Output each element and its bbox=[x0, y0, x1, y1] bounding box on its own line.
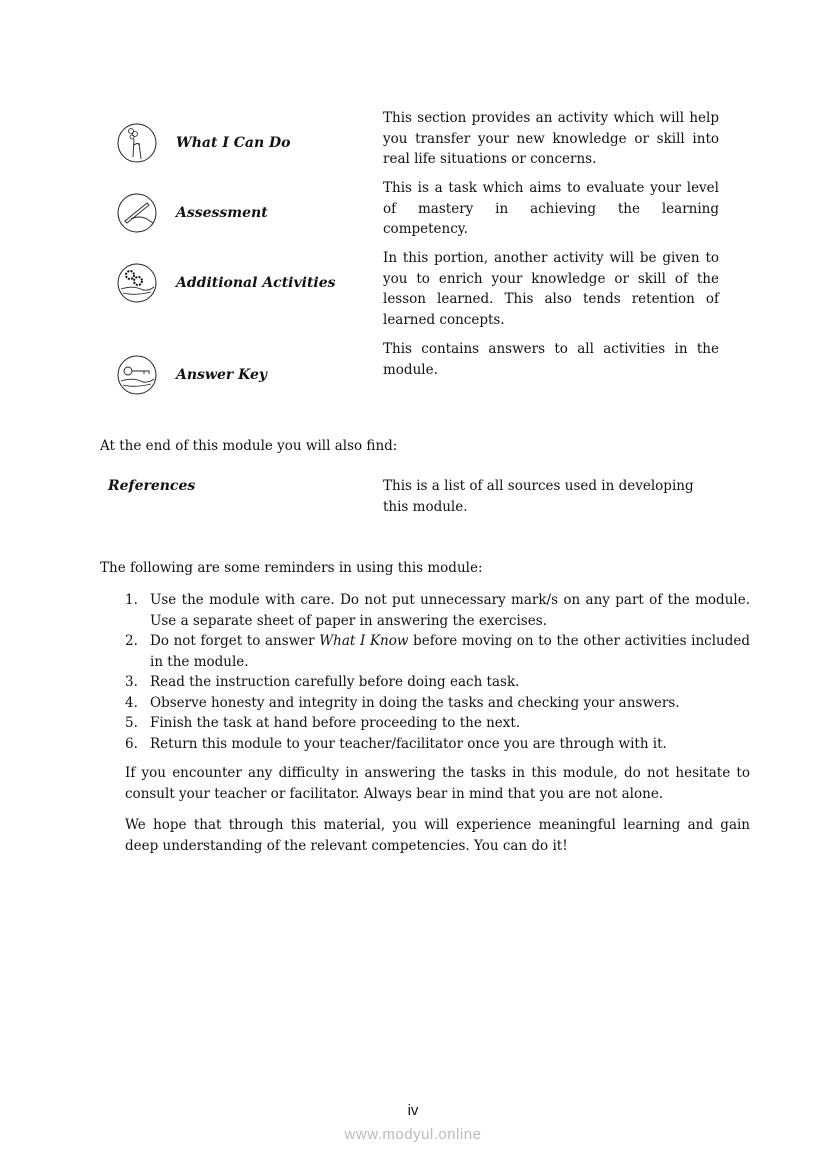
reminders-list bbox=[125, 590, 750, 754]
list-item bbox=[125, 734, 750, 755]
section-description: This section provides an activity which will help you transfer your new knowledge or skill into real life situations or concerns. bbox=[383, 110, 719, 167]
references-label: References bbox=[108, 478, 196, 494]
watermark: www.modyul.online bbox=[344, 1126, 482, 1143]
section-label: Assessment bbox=[176, 205, 268, 221]
item-number: 1. bbox=[125, 592, 138, 608]
item-number: 5. bbox=[125, 715, 138, 731]
hand-writing-icon bbox=[117, 193, 157, 233]
section-description: This is a task which aims to evaluate your level of mastery in achieving the learning competency. bbox=[383, 180, 719, 237]
item-text: Finish the task at hand before proceeding to the next. bbox=[150, 715, 521, 731]
gears-hand-icon bbox=[117, 263, 157, 303]
item-text: Read the instruction carefully before doing each task. bbox=[150, 674, 520, 690]
section-label: Additional Activities bbox=[176, 275, 336, 291]
item-number: 4. bbox=[125, 694, 138, 711]
item-number: 2. bbox=[125, 633, 138, 649]
item-emphasis: What I Know bbox=[319, 633, 409, 649]
list-item bbox=[125, 693, 750, 714]
key-hand-icon bbox=[117, 355, 157, 395]
difficulty-paragraph: If you encounter any difficulty in answering the tasks in this module, do not hesitate to consult your teacher or facilitator. Always bear in mind that you are not alone. bbox=[125, 765, 750, 802]
section-description: In this portion, another activity will be given to you to enrich your knowledge or skill of the lesson learned. This also tends retention of learned concepts. bbox=[383, 250, 719, 328]
list-item bbox=[125, 631, 750, 672]
end-intro: At the end of this module you will also find: bbox=[100, 438, 398, 454]
item-text: Observe honesty and integrity in doing the tasks and checking your answers. bbox=[150, 694, 680, 711]
page-number: iv bbox=[407, 1102, 419, 1119]
closing-paragraph: We hope that through this material, you will experience meaningful learning and gain deep understanding of the relevant competencies. You can do it! bbox=[125, 817, 750, 854]
section-description: This contains answers to all activities in the module. bbox=[383, 341, 719, 378]
item-text: Use the module with care. Do not put unnecessary mark/s on any part of the module. Use a separate sheet of paper in answering the exercises. bbox=[150, 592, 750, 629]
item-text: before moving on to the other activities included in the module. bbox=[150, 633, 750, 670]
hand-idea-icon bbox=[117, 123, 157, 163]
reminders-intro: The following are some reminders in using this module: bbox=[100, 560, 483, 576]
section-label: What I Can Do bbox=[176, 135, 291, 151]
item-number: 3. bbox=[125, 674, 138, 690]
list-item bbox=[125, 713, 750, 734]
list-item bbox=[125, 672, 750, 693]
item-text: Do not forget to answer bbox=[150, 633, 320, 649]
item-number: 6. bbox=[125, 735, 138, 752]
list-item bbox=[125, 590, 750, 631]
section-label: Answer Key bbox=[176, 367, 268, 383]
references-description: This is a list of all sources used in developing this module. bbox=[383, 478, 694, 515]
item-text: Return this module to your teacher/facilitator once you are through with it. bbox=[150, 735, 667, 752]
